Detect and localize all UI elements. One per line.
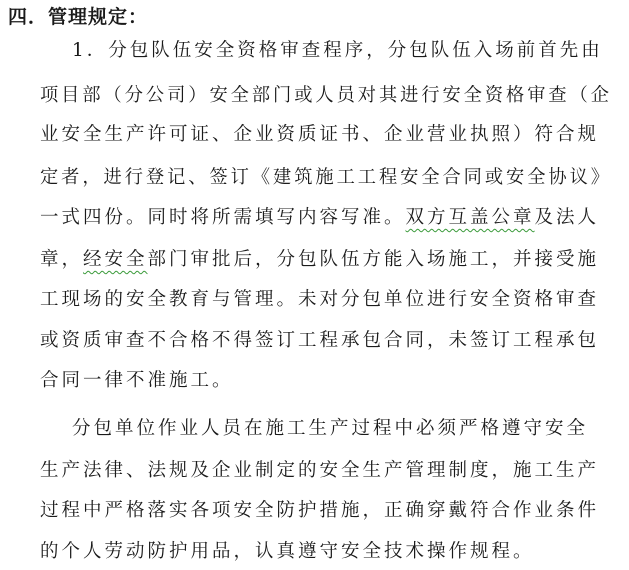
line-text: 生产法律、法规及企业制定的安全生产管理制度，施工生产 — [40, 460, 600, 481]
line-text: 业安全生产许可证、企业资质证书、企业营业执照）符合规 — [40, 124, 600, 145]
line-text: 的个人劳动防护用品，认真遵守安全技术操作规程。 — [40, 541, 535, 562]
line-text: 定者，进行登记、签订《建筑施工工程安全合同或安全协议》 — [40, 167, 612, 188]
paragraph-2-line-4 — [40, 538, 629, 566]
spellcheck-marked-text: 经安全 — [83, 249, 148, 270]
line-text: 过程中严格落实各项安全防护措施，正确穿戴符合作业条件 — [40, 500, 600, 521]
paragraph-2-line-3 — [40, 497, 629, 525]
section-heading: 四．管理规定： — [8, 6, 149, 28]
paragraph-1-line-3 — [40, 121, 629, 149]
line-text: 1．分包队伍安全资格审查程序，分包队伍入场前首先由 — [72, 40, 603, 61]
paragraph-1-line-1 — [72, 37, 612, 65]
paragraph-1-line-4 — [40, 164, 629, 192]
line-text: 工现场的安全教育与管理。未对分包单位进行安全资格审查 — [40, 289, 600, 310]
line-text: 及法人 — [534, 207, 600, 228]
spellcheck-marked-text: 双方互盖公章 — [405, 207, 535, 228]
paragraph-1-line-9 — [40, 367, 629, 395]
line-text: 合同一律不准施工。 — [40, 370, 234, 391]
line-text: 一式四份。同时将所需填写内容写准。 — [40, 207, 406, 228]
paragraph-2-line-1 — [72, 415, 612, 443]
paragraph-1-line-7 — [40, 286, 629, 314]
paragraph-2-line-2 — [40, 457, 629, 485]
line-text: 项目部（分公司）安全部门或人员对其进行安全资格审查（企 — [40, 85, 612, 106]
paragraph-1-line-2 — [40, 82, 629, 110]
line-text: 分包单位作业人员在施工生产过程中必须严格遵守安全 — [72, 418, 589, 439]
line-text: 章， — [40, 249, 84, 270]
line-text: 部门审批后，分包队伍方能入场施工，并接受施 — [147, 249, 600, 270]
paragraph-1-line-6 — [40, 246, 629, 274]
paragraph-1-line-8 — [40, 327, 629, 355]
line-text: 或资质审查不合格不得签订工程承包合同，未签订工程承包 — [40, 330, 600, 351]
paragraph-1-line-5 — [40, 204, 629, 232]
